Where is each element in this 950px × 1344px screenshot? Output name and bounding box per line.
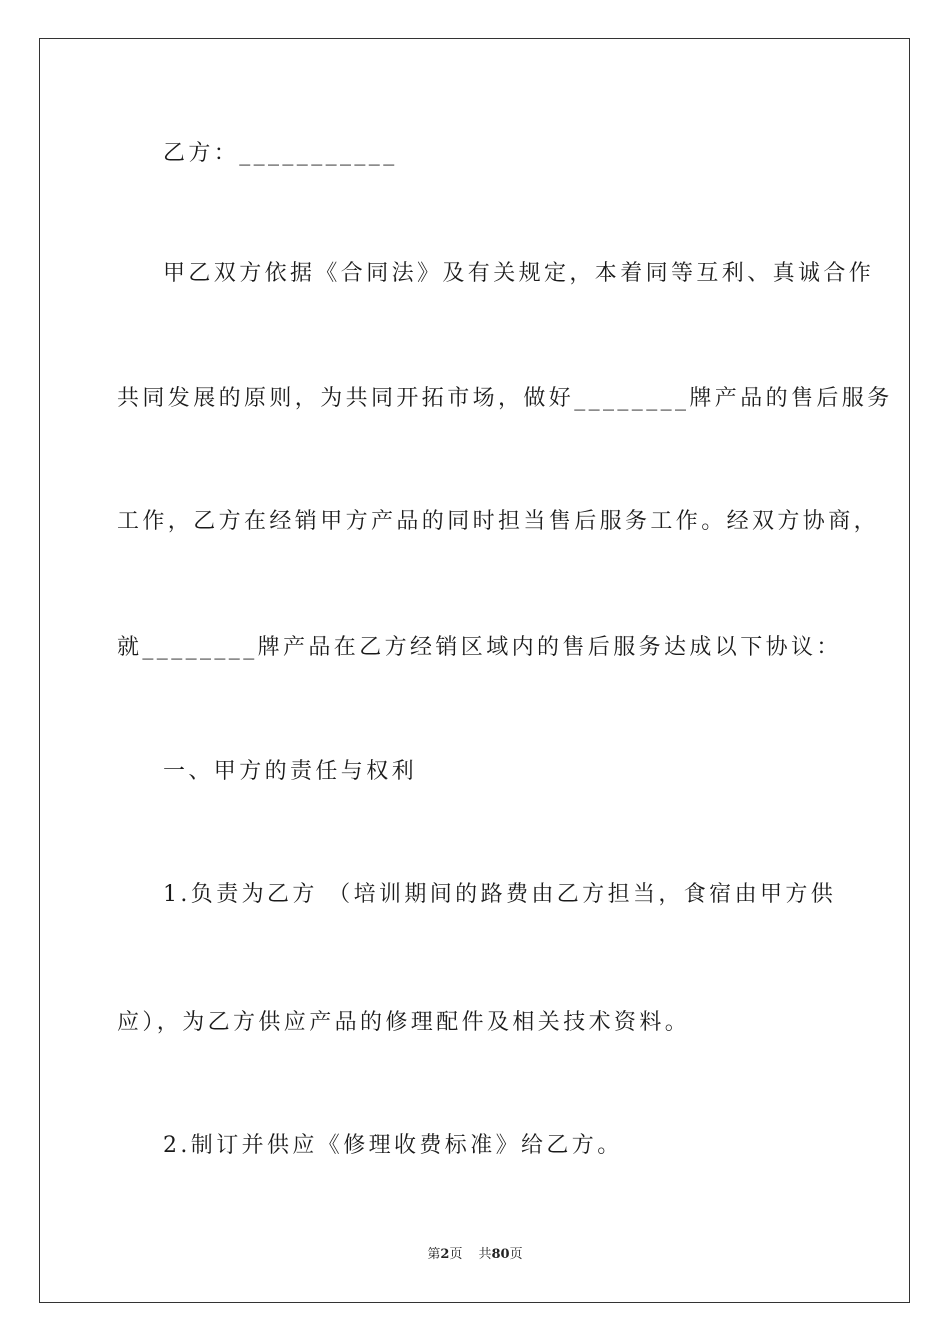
paragraph-line-3: 工作，乙方在经销甲方产品的同时担当售后服务工作。经双方协商， bbox=[117, 509, 880, 534]
paragraph-line-4: 就________牌产品在乙方经销区域内的售后服务达成以下协议： bbox=[117, 635, 842, 660]
party-b-line: 乙方：___________ bbox=[163, 141, 398, 166]
page-frame bbox=[39, 38, 910, 1303]
page-suffix: 页 bbox=[449, 1247, 463, 1262]
page-prefix: 第 bbox=[427, 1247, 441, 1262]
total-pages: 80 bbox=[491, 1247, 510, 1262]
page-number: 2 bbox=[440, 1247, 450, 1262]
paragraph-line-2: 共同发展的原则，为共同开拓市场，做好________牌产品的售后服务 bbox=[117, 386, 893, 411]
total-prefix: 共 bbox=[478, 1247, 492, 1262]
paragraph-line-1: 甲乙双方依据《合同法》及有关规定，本着同等互利、真诚合作 bbox=[163, 261, 875, 286]
clause-1-line-1: 1.负责为乙方 （培训期间的路费由乙方担当，食宿由甲方供 bbox=[163, 882, 837, 907]
section-heading: 一、甲方的责任与权利 bbox=[163, 759, 418, 784]
clause-1-line-2: 应），为乙方供应产品的修理配件及相关技术资料。 bbox=[117, 1010, 691, 1035]
total-suffix: 页 bbox=[509, 1247, 523, 1262]
page-footer bbox=[0, 1246, 950, 1264]
clause-2-line: 2.制订并供应《修理收费标准》给乙方。 bbox=[163, 1133, 623, 1158]
